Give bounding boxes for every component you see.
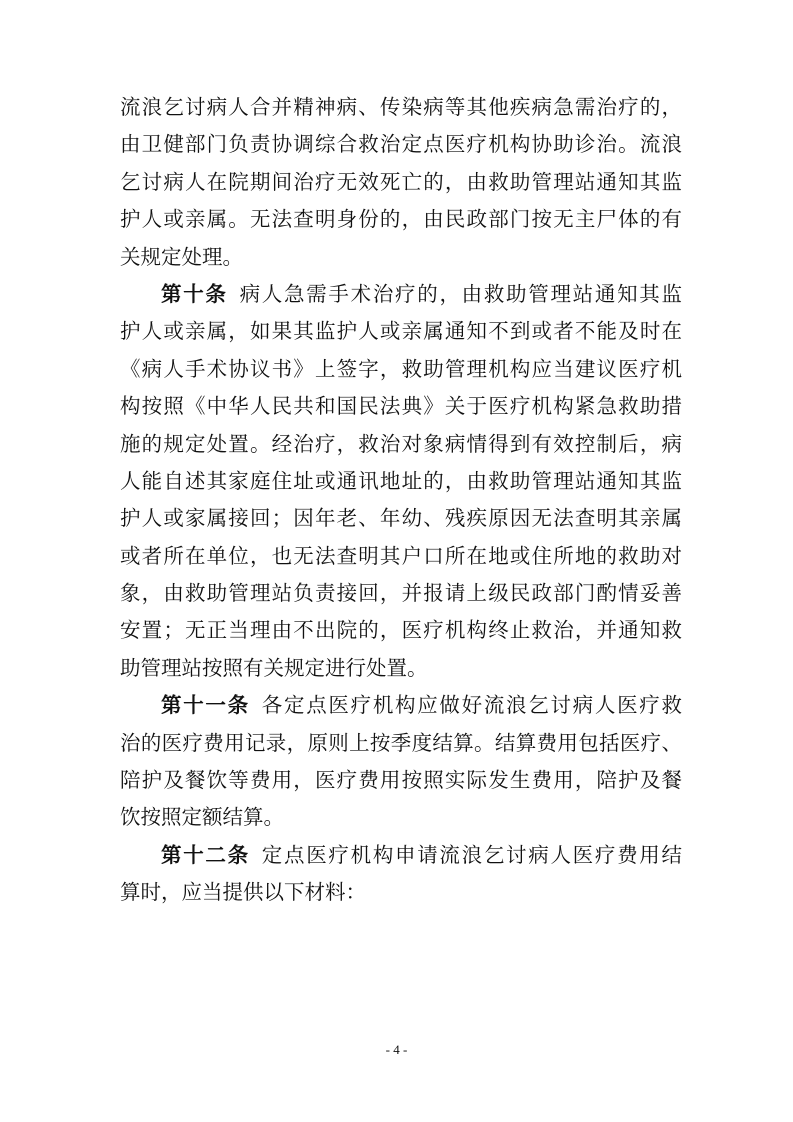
text-line: 护人或家属接回；因年老、年幼、残疾原因无法查明其亲属 bbox=[120, 506, 682, 531]
text-line: 构按照《中华人民共和国民法典》关于医疗机构紧急救助措 bbox=[120, 394, 682, 419]
text-line: 由卫健部门负责协调综合救治定点医疗机构协助诊治。流浪 bbox=[120, 132, 682, 157]
text-line: 施的规定处置。经治疗，救治对象病情得到有效控制后，病 bbox=[120, 431, 682, 456]
article-12-first-line bbox=[120, 837, 682, 874]
document-body bbox=[120, 89, 682, 912]
text-line: 护人或亲属，如果其监护人或亲属通知不到或者不能及时在 bbox=[120, 319, 682, 344]
text-line: 人能自述其家庭住址或通讯地址的，由救助管理站通知其监 bbox=[120, 468, 682, 493]
article-heading: 第十二条 bbox=[161, 842, 250, 867]
text-line: 助管理站按照有关规定进行处置。 bbox=[120, 655, 428, 680]
page-number: - 4 - bbox=[385, 1042, 408, 1057]
article-heading: 第十条 bbox=[161, 281, 228, 306]
text-line: 流浪乞讨病人合并精神病、传染病等其他疾病急需治疗的， bbox=[120, 95, 682, 119]
text-line: 治的医疗费用记录，原则上按季度结算。结算费用包括医疗、 bbox=[120, 730, 682, 755]
article-11-first-line bbox=[120, 687, 682, 724]
text-line: 乞讨病人在院期间治疗无效死亡的，由救助管理站通知其监 bbox=[120, 169, 682, 194]
text-line: 饮按照定额结算。 bbox=[120, 805, 284, 830]
article-10-first-line bbox=[120, 276, 682, 313]
text-line: 陪护及餐饮等费用，医疗费用按照实际发生费用，陪护及餐 bbox=[120, 768, 682, 793]
text-line: 或者所在单位，也无法查明其户口所在地或住所地的救助对 bbox=[120, 543, 682, 568]
text-run: 定点医疗机构申请流浪乞讨病人医疗费用结 bbox=[260, 842, 683, 867]
text-line: 护人或亲属。无法查明身份的，由民政部门按无主尸体的有 bbox=[120, 207, 682, 232]
text-line: 关规定处理。 bbox=[120, 244, 243, 269]
article-heading: 第十一条 bbox=[161, 693, 250, 718]
text-line: 《病人手术协议书》上签字，救助管理机构应当建议医疗机 bbox=[120, 356, 682, 381]
text-line: 算时，应当提供以下材料： bbox=[120, 880, 366, 905]
text-run: 病人急需手术治疗的，由救助管理站通知其监 bbox=[237, 281, 683, 306]
text-line: 安置；无正当理由不出院的，医疗机构终止救治，并通知救 bbox=[120, 618, 682, 643]
text-run: 各定点医疗机构应做好流浪乞讨病人医疗救 bbox=[260, 693, 683, 718]
text-line: 象，由救助管理站负责接回，并报请上级民政部门酌情妥善 bbox=[120, 581, 682, 606]
